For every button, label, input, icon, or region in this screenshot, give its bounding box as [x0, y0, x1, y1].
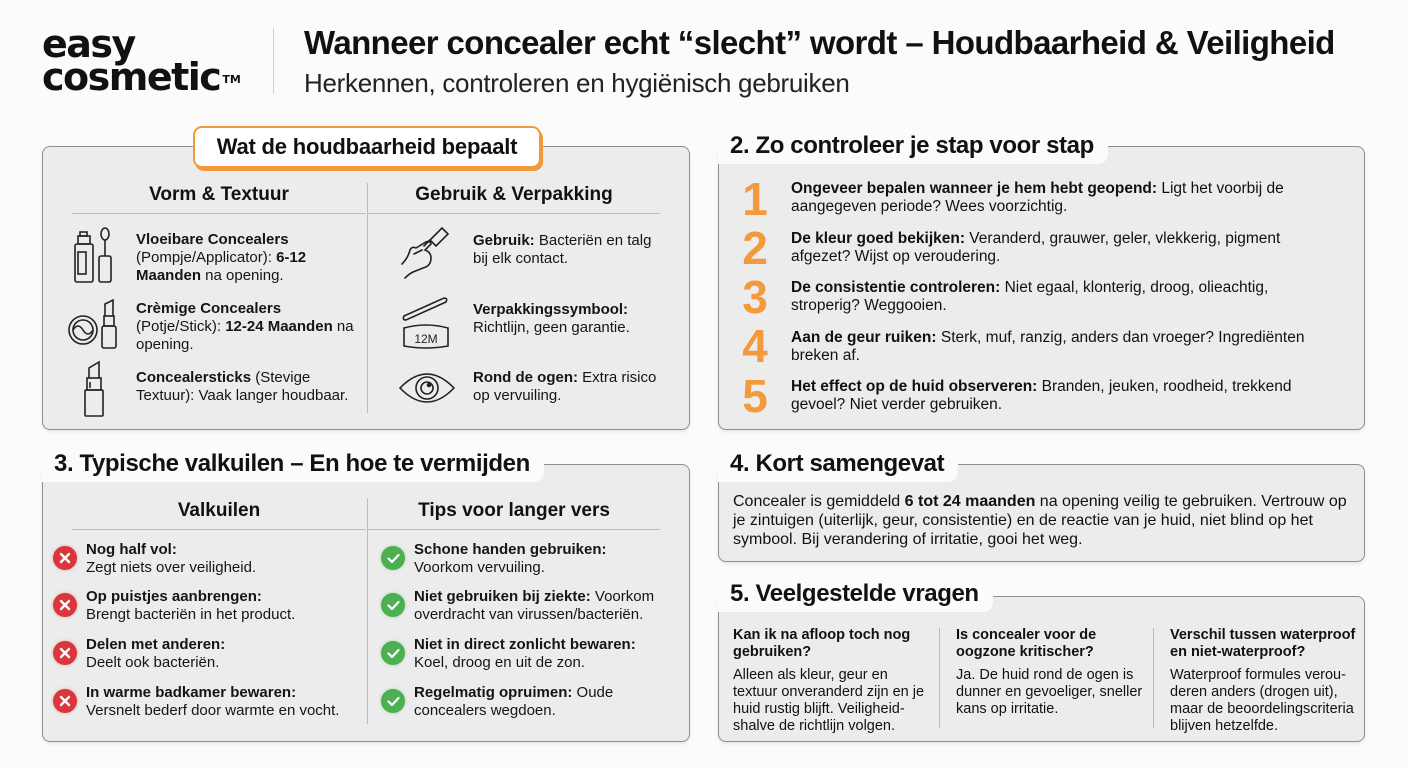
faq-divider: [1153, 628, 1154, 728]
concealer-stick-icon: [82, 360, 106, 418]
finger-applicator-icon: [398, 224, 456, 280]
faq-question: Is concealer voor de oogzone kritischer?: [956, 627, 1097, 660]
svg-text:12M: 12M: [414, 332, 438, 346]
cream-concealer-icon: [66, 296, 122, 352]
check-circle-icon: [381, 689, 405, 713]
around-eyes-item: Rond de ogen: Extra risico op vervuiling.: [473, 369, 657, 404]
column-rule: [72, 529, 366, 530]
tip-item: Niet in direct zonlicht bewaren: Koel, droog en uit de zon.: [414, 636, 636, 671]
form-texture-heading: Vorm & Textuur: [149, 184, 289, 205]
column-divider: [367, 183, 368, 413]
pitfall-item: In warme badkamer bewaren: Versnelt bederf door warmte en vocht.: [86, 684, 340, 719]
tips-heading: Tips voor langer vers: [418, 500, 610, 521]
step-number: 4: [742, 320, 768, 372]
step-number: 2: [742, 222, 768, 274]
logo-line-2: cosmetic: [42, 55, 221, 99]
faq-divider: [939, 628, 940, 728]
pitfalls-heading: Valkuilen: [177, 500, 261, 521]
faq-answer: Alleen als kleur, geur en textuur onveranderd zijn en je huid rustig blijft. Veiligheid-shalve de richtlijn volgen.: [733, 667, 925, 734]
x-circle-icon: [53, 641, 77, 665]
brand-logo: [42, 22, 241, 99]
header-divider: [273, 28, 274, 94]
eye-icon: [398, 370, 456, 406]
step-text: De kleur goed bekijken: Veranderd, grauwer, geler, vlekkerig, pigment afgezet? Wijst op veroudering.: [791, 230, 1281, 265]
step-text: De consistentie controleren: Niet egaal, klonterig, droog, olieachtig, stroperig? Weggooien.: [791, 279, 1269, 314]
shelf-life-title: Wat de houdbaarheid bepaalt: [193, 126, 541, 168]
step-text: Het effect op de huid observeren: Branden, jeuken, roodheid, trekkend gevoel? Niet verder gebruiken.: [791, 378, 1292, 413]
page-title: Wanneer concealer echt “slecht” wordt – Houdbaarheid & Veiligheid: [304, 24, 1335, 61]
x-circle-icon: [53, 593, 77, 617]
pitfall-item: Op puistjes aanbrengen: Brengt bacteriën in het product.: [86, 588, 296, 623]
step-check-title: 2. Zo controleer je stap voor stap: [718, 130, 1108, 164]
faq-question: Kan ik na afloop toch nog gebruiken?: [733, 627, 911, 660]
logo-trademark: TM: [222, 73, 241, 86]
summary-text: Concealer is gemiddeld 6 tot 24 maanden na opening veilig te gebruiken. Vertrouw op je zintuigen (uiterlijk, geur, consistentie) en de reactie van je huid, niet blind op het symbool. Bij verandering of irritatie, gooi het weg.: [733, 493, 1347, 548]
open-jar-12m-icon: [400, 294, 452, 350]
liquid-concealer-icon: [72, 222, 114, 286]
usage-item: Gebruik: Bacteriën en talg bij elk contact.: [473, 232, 652, 267]
faq-answer: Waterproof formules verou-deren anders (drogen uit), maar de beoordelingscriteria blijven hetzelfde.: [1170, 667, 1354, 734]
x-circle-icon: [53, 546, 77, 570]
pitfall-item: Delen met anderen: Deelt ook bacteriën.: [86, 636, 226, 671]
concealer-stick-item: Concealersticks (Stevige Textuur): Vaak langer houdbaar.: [136, 369, 349, 404]
tip-item: Schone handen gebruiken: Voorkom vervuiling.: [414, 541, 607, 576]
x-circle-icon: [53, 689, 77, 713]
usage-packaging-heading: Gebruik & Verpakking: [415, 184, 613, 205]
column-divider: [367, 498, 368, 724]
faq-answer: Ja. De huid rond de ogen is dunner en gevoeliger, sneller kans op irritatie.: [956, 667, 1143, 717]
faq-title: 5. Veelgestelde vragen: [718, 578, 993, 612]
logo-line-1: easy: [42, 22, 135, 66]
step-text: Ongeveer bepalen wanneer je hem hebt geopend: Ligt het voorbij de aangegeven periode? Wees voorzichtig.: [791, 180, 1284, 215]
check-circle-icon: [381, 641, 405, 665]
faq-question: Verschil tussen waterproof en niet-waterproof?: [1170, 627, 1356, 660]
check-circle-icon: [381, 593, 405, 617]
page-subtitle: Herkennen, controleren en hygiënisch gebruiken: [304, 68, 850, 98]
step-number: 5: [742, 370, 768, 422]
column-rule: [368, 213, 660, 214]
step-number: 3: [742, 271, 768, 323]
pitfall-item: Nog half vol: Zegt niets over veiligheid.: [86, 541, 257, 576]
summary-title: 4. Kort samengevat: [718, 448, 958, 482]
cream-concealer-item: Crèmige Concealers (Potje/Stick): 12-24 Maanden na opening.: [136, 300, 354, 353]
column-rule: [72, 213, 366, 214]
step-number: 1: [742, 173, 768, 225]
pitfalls-title: 3. Typische valkuilen – En hoe te vermijden: [42, 448, 544, 482]
tip-item: Niet gebruiken bij ziekte: Voorkom overdracht van virussen/bacteriën.: [414, 588, 655, 623]
check-circle-icon: [381, 546, 405, 570]
column-rule: [368, 529, 660, 530]
packaging-symbol-item: Verpakkingssymbool: Richtlijn, geen garantie.: [473, 301, 630, 336]
liquid-concealer-item: Vloeibare Concealers (Pompje/Applicator): 6-12 Maanden na opening.: [136, 231, 307, 284]
tip-item: Regelmatig opruimen: Oude concealers wegdoen.: [414, 684, 614, 719]
step-text: Aan de geur ruiken: Sterk, muf, ranzig, anders dan vroeger? Ingrediënten breken af.: [791, 329, 1305, 364]
